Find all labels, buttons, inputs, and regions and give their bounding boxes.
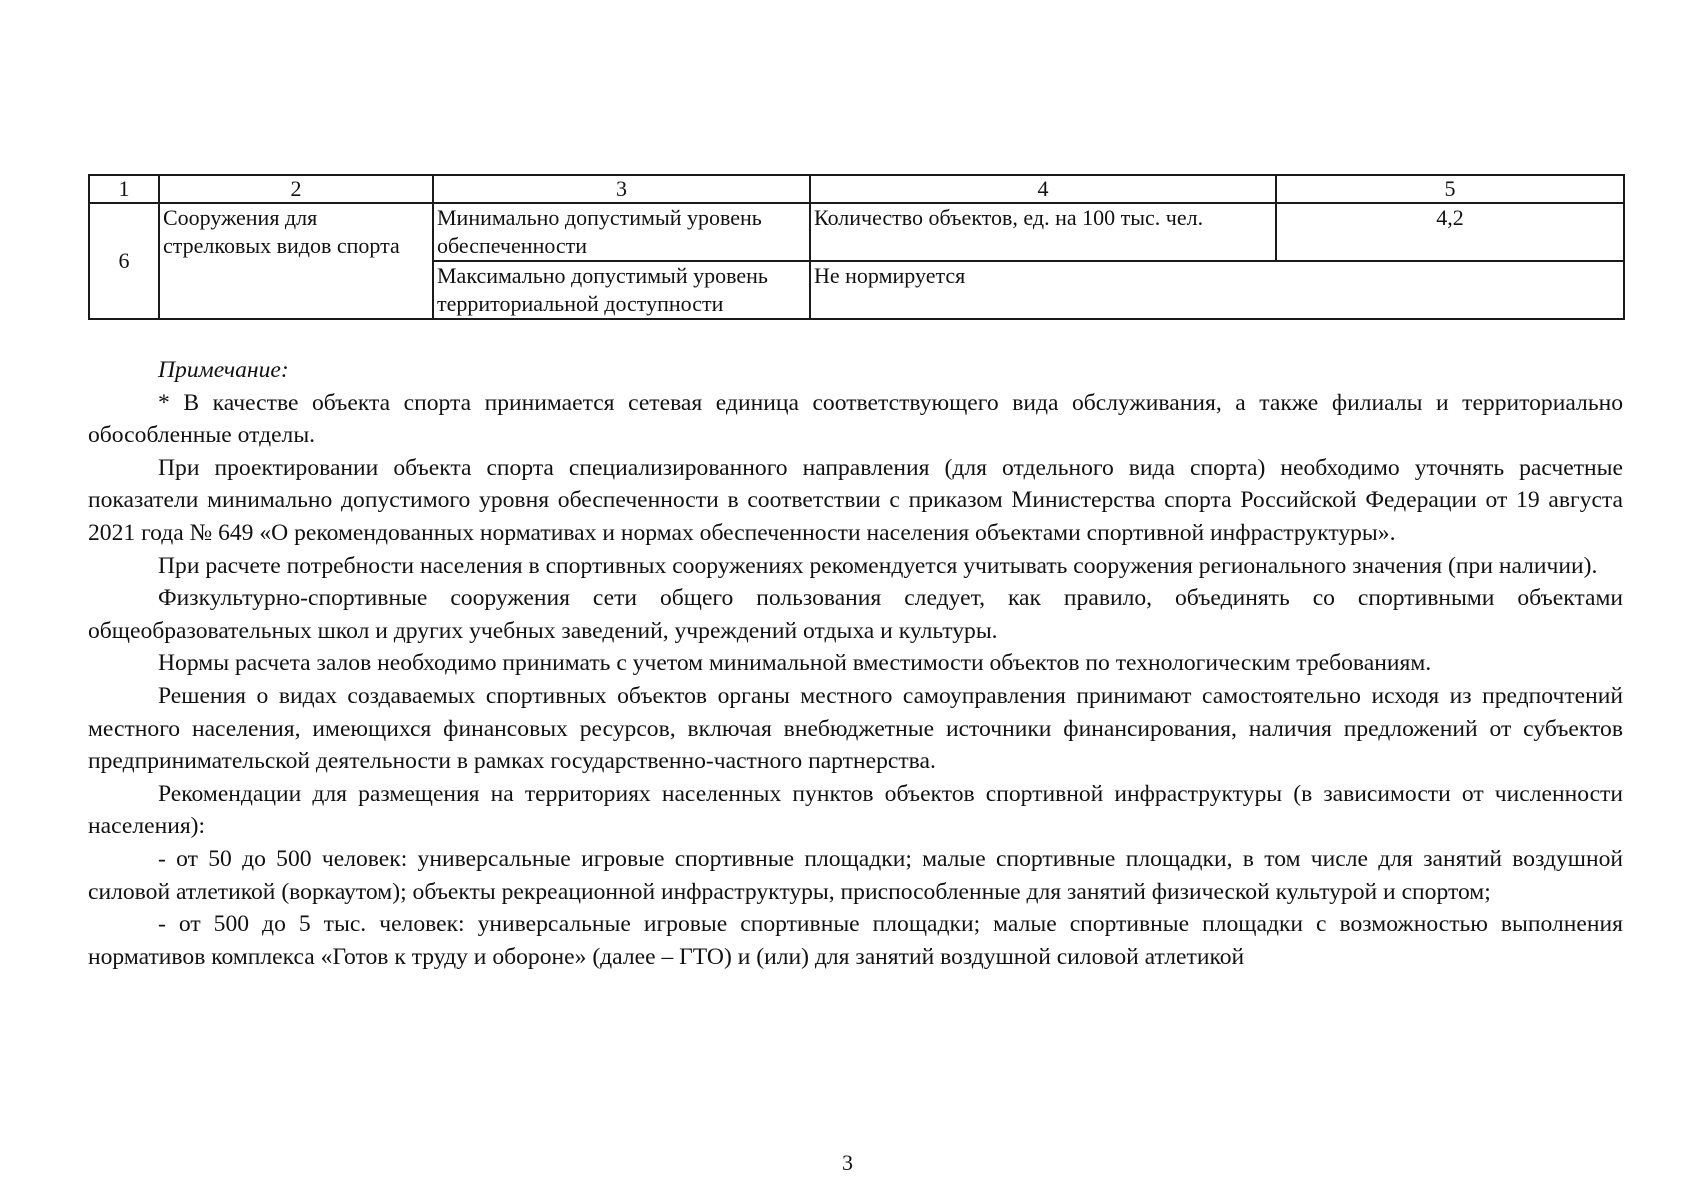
value-cell: Не нормируется bbox=[810, 261, 1624, 319]
table-header-row bbox=[89, 175, 1624, 203]
column-header-5: 5 bbox=[1276, 175, 1624, 203]
note-paragraph: Решения о видах создаваемых спортивных объектов органы местного самоуправления принимают самостоятельно исходя из предпочтений местного населения, имеющихся финансовых ресурсов, включая внебюджетные источники финансирования, наличия предложений от субъектов предпринимательской деятельности в рамках государственно-частного партнерства. bbox=[88, 682, 1623, 775]
indicator-cell: Максимально допустимый уровень территориальной доступности bbox=[433, 261, 810, 319]
note-paragraph: При расчете потребности населения в спортивных сооружениях рекомендуется учитывать сооружения регионального значения (при наличии). bbox=[158, 552, 1598, 579]
note-paragraph: * В качестве объекта спорта принимается сетевая единица соответствующего вида обслуживания, а также филиалы и территориально обособленные отделы. bbox=[88, 389, 1623, 449]
note-paragraph: Физкультурно-спортивные сооружения сети общего пользования следует, как правило, объединять со спортивными объектами общеобразовательных школ и других учебных заведений, учреждений отдыха и культуры. bbox=[88, 585, 1623, 644]
facility-cell: Сооружения для стрелковых видов спорта bbox=[159, 203, 433, 319]
column-header-4: 4 bbox=[810, 175, 1276, 203]
column-header-3: 3 bbox=[433, 175, 810, 203]
notes-title: Примечание: bbox=[158, 357, 289, 383]
unit-cell: Количество объектов, ед. на 100 тыс. чел. bbox=[810, 203, 1276, 261]
value-cell: 4,2 bbox=[1276, 203, 1624, 261]
row-number-cell: 6 bbox=[89, 203, 159, 319]
document-page bbox=[88, 174, 1623, 973]
page-number: 3 bbox=[842, 1150, 853, 1175]
note-paragraph: - от 50 до 500 человек: универсальные игровые спортивные площадки; малые спортивные площадки, в том числе для занятий воздушной силовой атлетикой (воркаутом); объекты рекреационной инфраструктуры, приспособленные для занятий физической культурой и спортом; bbox=[88, 845, 1623, 905]
note-paragraph: При проектировании объекта спорта специализированного направления (для отдельного вида спорта) необходимо уточнять расчетные показатели минимально допустимого уровня обеспеченности в соответствии с приказом Министерства спорта Российской Федерации от 19 августа 2021 года № 649 «О рекомендованных нормативах и нормах обеспеченности населения объектами спортивной инфраструктуры». bbox=[88, 454, 1623, 546]
note-paragraph: Рекомендации для размещения на территориях населенных пунктов объектов спортивной инфраструктуры (в зависимости от численности населения): bbox=[88, 780, 1623, 840]
norms-table bbox=[88, 174, 1625, 320]
note-paragraph: Нормы расчета залов необходимо принимать с учетом минимальной вместимости объектов по технологическим требованиям. bbox=[158, 650, 1432, 677]
indicator-cell: Минимально допустимый уровень обеспеченности bbox=[433, 203, 810, 261]
notes-section bbox=[88, 354, 1623, 973]
column-header-1: 1 bbox=[89, 175, 159, 203]
note-paragraph: - от 500 до 5 тыс. человек: универсальные игровые спортивные площадки; малые спортивные площадки с возможностью выполнения нормативов комплекса «Готов к труду и обороне» (далее – ГТО) и (или) для занятий воздушной силовой атлетикой bbox=[88, 911, 1623, 970]
column-header-2: 2 bbox=[159, 175, 433, 203]
table-row bbox=[89, 203, 1624, 261]
